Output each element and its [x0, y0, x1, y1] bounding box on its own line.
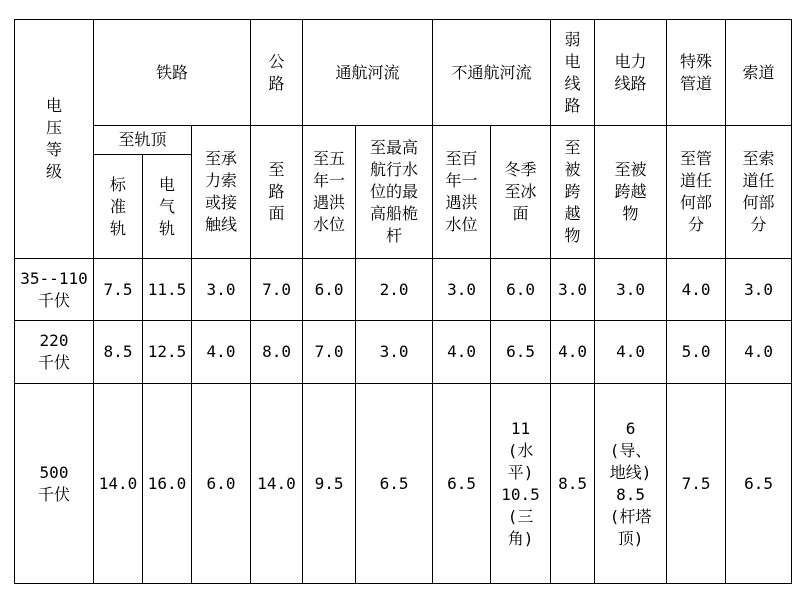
value-cell: 6 (导、 地线) 8.5 (杆塔 顶) — [595, 384, 667, 584]
value-cell: 11 (水 平) 10.5 (三 角) — [491, 384, 551, 584]
voltage-cell: 220 千伏 — [15, 321, 94, 384]
weak-current-line-header: 弱 电 线 路 — [551, 20, 595, 126]
value-cell: 3.0 — [192, 259, 251, 321]
value-cell: 6.0 — [303, 259, 356, 321]
power-line-header: 电力 线路 — [595, 20, 667, 126]
value-cell: 7.0 — [251, 259, 303, 321]
value-cell: 3.0 — [356, 321, 433, 384]
value-cell: 6.5 — [356, 384, 433, 584]
to-rail-top-header: 至轨顶 — [94, 126, 192, 155]
value-cell: 4.0 — [726, 321, 792, 384]
value-cell: 8.5 — [94, 321, 143, 384]
winter-ice-header: 冬季 至冰 面 — [491, 126, 551, 259]
value-cell: 3.0 — [433, 259, 491, 321]
cableway-header: 索道 — [726, 20, 792, 126]
table-row — [15, 259, 792, 321]
to-100yr-flood-header: 至百 年一 遇洪 水位 — [433, 126, 491, 259]
value-cell: 14.0 — [94, 384, 143, 584]
to-any-part-cable-header: 至索 道任 何部 分 — [726, 126, 792, 259]
value-cell: 14.0 — [251, 384, 303, 584]
to-highest-mast-header: 至最高 航行水 位的最 高船桅 杆 — [356, 126, 433, 259]
value-cell: 3.0 — [595, 259, 667, 321]
to-crossed-object-power-header: 至被 跨越 物 — [595, 126, 667, 259]
voltage-cell: 500 千伏 — [15, 384, 94, 584]
navigable-river-header: 通航河流 — [303, 20, 433, 126]
header-row-1 — [15, 20, 792, 126]
standard-rail-header: 标 准 轨 — [94, 155, 143, 259]
value-cell: 16.0 — [143, 384, 192, 584]
to-road-surface-header: 至 路 面 — [251, 126, 303, 259]
table-row — [15, 321, 792, 384]
header-row-2 — [15, 126, 792, 155]
table-row — [15, 384, 792, 584]
special-pipeline-header: 特殊 管道 — [667, 20, 726, 126]
to-50yr-flood-header: 至五 年一 遇洪 水位 — [303, 126, 356, 259]
value-cell: 2.0 — [356, 259, 433, 321]
railway-header: 铁路 — [94, 20, 251, 126]
value-cell: 6.5 — [726, 384, 792, 584]
value-cell: 7.0 — [303, 321, 356, 384]
value-cell: 6.5 — [491, 321, 551, 384]
value-cell: 9.5 — [303, 384, 356, 584]
value-cell: 8.0 — [251, 321, 303, 384]
value-cell: 12.5 — [143, 321, 192, 384]
value-cell: 5.0 — [667, 321, 726, 384]
voltage-cell: 35--110 千伏 — [15, 259, 94, 321]
clearance-table — [14, 19, 792, 584]
to-catenary-header: 至承 力索 或接 触线 — [192, 126, 251, 259]
value-cell: 3.0 — [551, 259, 595, 321]
value-cell: 4.0 — [192, 321, 251, 384]
to-any-part-pipe-header: 至管 道任 何部 分 — [667, 126, 726, 259]
value-cell: 6.0 — [491, 259, 551, 321]
value-cell: 3.0 — [726, 259, 792, 321]
value-cell: 11.5 — [143, 259, 192, 321]
non-navigable-river-header: 不通航河流 — [433, 20, 551, 126]
value-cell: 4.0 — [433, 321, 491, 384]
value-cell: 4.0 — [667, 259, 726, 321]
value-cell: 7.5 — [94, 259, 143, 321]
value-cell: 8.5 — [551, 384, 595, 584]
to-crossed-object-weak-header: 至 被 跨 越 物 — [551, 126, 595, 259]
value-cell: 7.5 — [667, 384, 726, 584]
value-cell: 4.0 — [551, 321, 595, 384]
value-cell: 6.5 — [433, 384, 491, 584]
electric-rail-header: 电 气 轨 — [143, 155, 192, 259]
value-cell: 6.0 — [192, 384, 251, 584]
highway-header: 公 路 — [251, 20, 303, 126]
value-cell: 4.0 — [595, 321, 667, 384]
voltage-level-header: 电 压 等 级 — [15, 20, 94, 259]
